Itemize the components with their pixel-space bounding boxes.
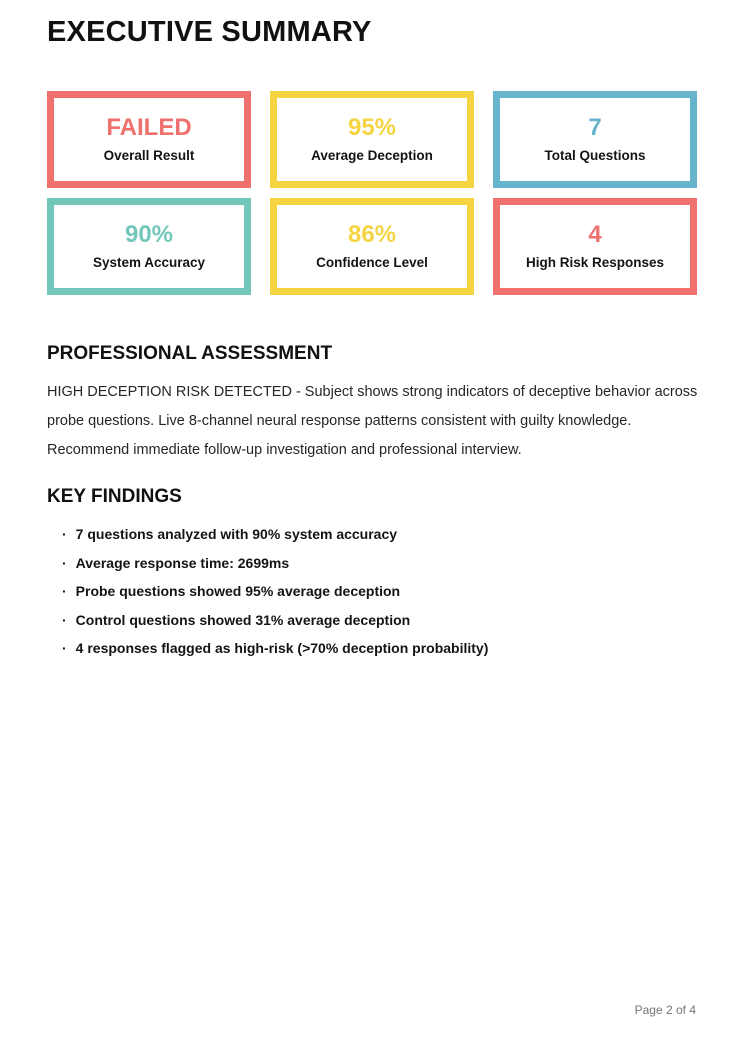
metric-value: 95% [347,114,397,142]
key-findings-heading: KEY FINDINGS [47,486,182,507]
metric-card-high-risk-responses [493,198,697,295]
metric-value: 90% [124,221,174,249]
key-finding-text: Average response time: 2699ms [75,554,290,571]
metric-card-overall-result [47,91,251,188]
metric-value: 4 [588,221,602,249]
key-finding-text: Control questions showed 31% average deception [75,611,411,628]
bullet-marker: · [62,611,67,628]
metric-label: Total Questions [544,148,646,164]
metric-card-total-questions [493,91,697,188]
bullet-marker: · [62,640,67,656]
page-title: EXECUTIVE SUMMARY [47,16,372,48]
key-finding-item [62,612,697,629]
metric-card-system-accuracy [47,198,251,295]
professional-assessment-heading: PROFESSIONAL ASSESSMENT [47,343,333,364]
bullet-marker: · [62,583,67,599]
metric-card-average-deception [270,91,474,188]
metric-value: 86% [347,221,397,249]
metric-label: Overall Result [103,148,195,164]
professional-assessment-text: HIGH DECEPTION RISK DETECTED - Subject shows strong indicators of deceptive behavior across probe questions. Live 8-channel neural response patterns consistent with guilty knowledge. Recommend immediate follow-up investigation and professional interview. [47,384,698,458]
metric-value: FAILED [106,114,192,142]
bullet-marker: · [62,554,67,571]
metric-label: High Risk Responses [525,255,665,271]
summary-cards-grid [47,91,697,295]
key-finding-item [62,640,697,657]
key-finding-item [62,555,697,572]
key-finding-item [62,526,697,543]
metric-label: Average Deception [311,148,433,164]
key-finding-text: Probe questions showed 95% average deception [75,583,401,599]
metric-card-confidence-level [270,198,474,295]
key-finding-text: 4 responses flagged as high-risk (>70% deception probability) [75,640,489,656]
key-finding-item [62,583,697,600]
metric-label: Confidence Level [316,255,428,271]
key-finding-text: 7 questions analyzed with 90% system accuracy [75,526,398,542]
metric-label: System Accuracy [92,255,206,271]
page-number: Page 2 of 4 [634,1003,696,1017]
metric-value: 7 [588,114,602,142]
key-findings-list [47,526,697,657]
bullet-marker: · [62,526,67,542]
